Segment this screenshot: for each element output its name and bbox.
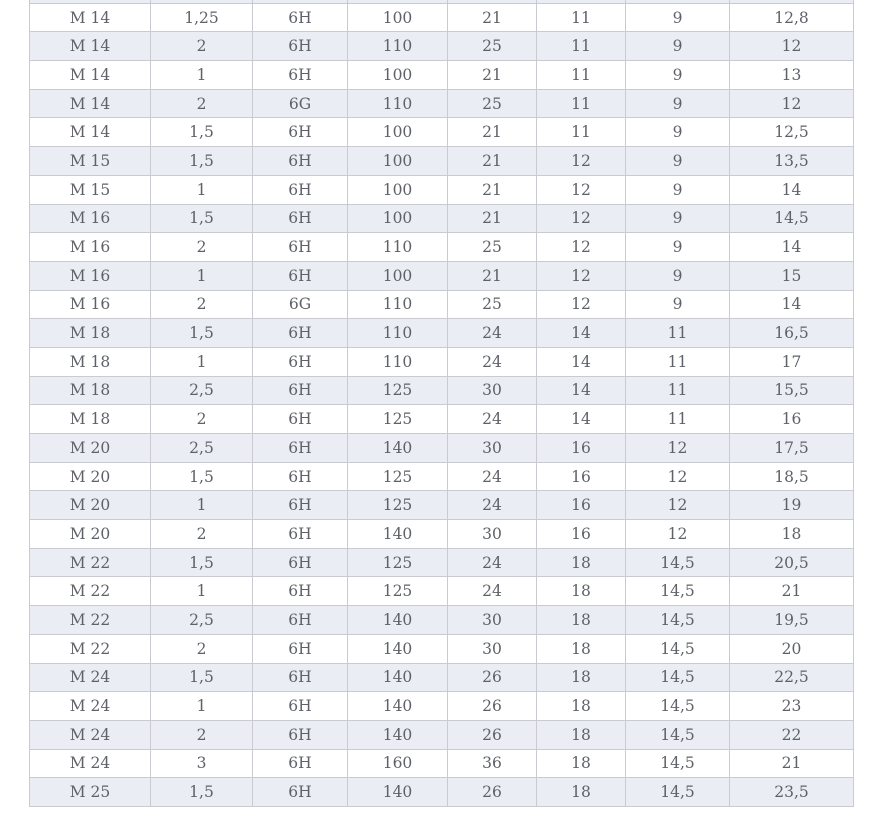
table-cell: 100: [348, 61, 448, 90]
table-cell: 17: [730, 347, 854, 376]
table-row: [30, 606, 854, 635]
table-cell: 2: [151, 405, 253, 434]
table-cell: 140: [348, 778, 448, 807]
table-cell: 24: [448, 319, 537, 348]
table-cell: 21: [448, 261, 537, 290]
table-cell: 16: [537, 520, 626, 549]
table-cell: 9: [626, 89, 730, 118]
table-cell: M 24: [30, 749, 151, 778]
table-cell: 18: [537, 778, 626, 807]
table-cell: 2: [151, 634, 253, 663]
table-cell: 110: [348, 89, 448, 118]
table-cell: M 18: [30, 376, 151, 405]
table-cell: 30: [448, 376, 537, 405]
table-cell: 20: [730, 634, 854, 663]
table-cell: 22,5: [730, 663, 854, 692]
table-cell: 110: [348, 290, 448, 319]
table-cell: 9: [626, 261, 730, 290]
table-cell: M 15: [30, 175, 151, 204]
table-cell: M 16: [30, 204, 151, 233]
table-cell: 18: [537, 692, 626, 721]
table-cell: M 24: [30, 720, 151, 749]
table-cell: 125: [348, 548, 448, 577]
table-cell: 26: [448, 663, 537, 692]
table-cell: 11: [537, 89, 626, 118]
table-cell: 1: [151, 491, 253, 520]
table-cell: 1,5: [151, 778, 253, 807]
table-cell: 6H: [253, 548, 348, 577]
table-cell: M 25: [30, 778, 151, 807]
table-cell: 12: [537, 204, 626, 233]
table-cell: 1: [151, 175, 253, 204]
table-cell: 21: [448, 61, 537, 90]
table-cell: 110: [348, 233, 448, 262]
table-cell: 9: [626, 3, 730, 32]
table-cell: M 14: [30, 3, 151, 32]
table-cell: 14,5: [626, 634, 730, 663]
table-cell: 100: [348, 204, 448, 233]
table-cell: 6G: [253, 89, 348, 118]
table-cell: M 20: [30, 520, 151, 549]
table-cell: 1: [151, 347, 253, 376]
table-cell: 1,5: [151, 204, 253, 233]
table-cell: 11: [626, 319, 730, 348]
table-cell: 14: [537, 319, 626, 348]
table-cell: 21: [448, 147, 537, 176]
table-cell: 1,5: [151, 548, 253, 577]
table-row: [30, 548, 854, 577]
table-cell: 12: [730, 89, 854, 118]
table-cell: 125: [348, 462, 448, 491]
table-cell: 24: [448, 405, 537, 434]
table-cell: 125: [348, 405, 448, 434]
table-cell: 6H: [253, 319, 348, 348]
table-cell: 23: [730, 692, 854, 721]
table-cell: 25: [448, 233, 537, 262]
table-cell: 26: [448, 692, 537, 721]
table-cell: 26: [448, 778, 537, 807]
table-cell: 9: [626, 233, 730, 262]
table-cell: 140: [348, 434, 448, 463]
table-cell: 2,5: [151, 376, 253, 405]
table-row: [30, 261, 854, 290]
table-cell: 9: [626, 147, 730, 176]
table-cell: 12,5: [730, 118, 854, 147]
table-cell: 2: [151, 32, 253, 61]
table-cell: M 22: [30, 577, 151, 606]
table-cell: 1,5: [151, 319, 253, 348]
table-row: [30, 720, 854, 749]
table-cell: 11: [626, 347, 730, 376]
table-cell: 110: [348, 319, 448, 348]
table-cell: 2,5: [151, 606, 253, 635]
table-cell: 11: [537, 32, 626, 61]
table-cell: 21: [448, 204, 537, 233]
table-cell: 100: [348, 175, 448, 204]
table-cell: 1,5: [151, 118, 253, 147]
table-cell: 24: [448, 462, 537, 491]
table-cell: 19,5: [730, 606, 854, 635]
table-cell: 160: [348, 749, 448, 778]
table-cell: 9: [626, 290, 730, 319]
table-cell: 6H: [253, 749, 348, 778]
table-row: [30, 319, 854, 348]
table-cell: 12: [626, 434, 730, 463]
table-cell: 13: [730, 61, 854, 90]
table-row: [30, 175, 854, 204]
table-cell: 6H: [253, 3, 348, 32]
table-cell: 12,8: [730, 3, 854, 32]
table-cell: 12: [537, 261, 626, 290]
table-row: [30, 3, 854, 32]
table-cell: 100: [348, 147, 448, 176]
table-cell: 6H: [253, 491, 348, 520]
table-cell: 25: [448, 290, 537, 319]
table-cell: 9: [626, 175, 730, 204]
table-cell: 6H: [253, 577, 348, 606]
table-cell: 18: [537, 548, 626, 577]
table-cell: 125: [348, 491, 448, 520]
table-cell: 16,5: [730, 319, 854, 348]
table-cell: 11: [626, 376, 730, 405]
table-cell: 14,5: [626, 606, 730, 635]
table-cell: 9: [626, 61, 730, 90]
table-cell: 100: [348, 3, 448, 32]
table-row: [30, 147, 854, 176]
table-cell: 6H: [253, 606, 348, 635]
table-cell: 11: [537, 61, 626, 90]
table-cell: 14,5: [626, 577, 730, 606]
table-cell: 6H: [253, 520, 348, 549]
thread-dimensions-table: [29, 0, 854, 807]
table-cell: 2: [151, 89, 253, 118]
table-cell: 16: [730, 405, 854, 434]
table-row: [30, 778, 854, 807]
table-cell: 23,5: [730, 778, 854, 807]
table-cell: 24: [448, 577, 537, 606]
table-cell: 6H: [253, 634, 348, 663]
table-cell: 22: [730, 720, 854, 749]
table-cell: 2: [151, 233, 253, 262]
table-cell: 12: [537, 233, 626, 262]
table-cell: 24: [448, 347, 537, 376]
table-cell: 14,5: [626, 692, 730, 721]
table-cell: 12: [626, 491, 730, 520]
table-cell: 14: [730, 175, 854, 204]
table-cell: 21: [448, 3, 537, 32]
table-cell: 9: [626, 32, 730, 61]
table-cell: 12: [626, 520, 730, 549]
table-cell: M 18: [30, 347, 151, 376]
table-cell: 6H: [253, 663, 348, 692]
table-cell: 21: [730, 749, 854, 778]
table-cell: 6H: [253, 233, 348, 262]
table-cell: 2: [151, 720, 253, 749]
table-cell: 6H: [253, 61, 348, 90]
table-cell: 6H: [253, 692, 348, 721]
table-cell: 24: [448, 491, 537, 520]
table-cell: 1: [151, 261, 253, 290]
table-row: [30, 89, 854, 118]
table-cell: 16: [537, 462, 626, 491]
table-cell: 6H: [253, 147, 348, 176]
table-cell: 14: [730, 290, 854, 319]
table-row: [30, 347, 854, 376]
table-cell: 100: [348, 118, 448, 147]
table-cell: 6H: [253, 261, 348, 290]
table-row: [30, 434, 854, 463]
table-cell: 6H: [253, 462, 348, 491]
table-cell: 25: [448, 89, 537, 118]
table-cell: 18: [537, 634, 626, 663]
table-cell: 26: [448, 720, 537, 749]
table-cell: M 18: [30, 319, 151, 348]
table-cell: 14: [537, 347, 626, 376]
table-cell: 3: [151, 749, 253, 778]
table-cell: 14,5: [626, 778, 730, 807]
table-cell: 140: [348, 606, 448, 635]
table-cell: 6H: [253, 778, 348, 807]
table-cell: 11: [626, 405, 730, 434]
table-cell: 25: [448, 32, 537, 61]
table-cell: 14: [537, 405, 626, 434]
table-cell: M 22: [30, 606, 151, 635]
table-cell: 14,5: [626, 663, 730, 692]
table-cell: M 22: [30, 548, 151, 577]
table-row: [30, 634, 854, 663]
table-row: [30, 577, 854, 606]
table-cell: M 16: [30, 290, 151, 319]
table-cell: 21: [730, 577, 854, 606]
table-cell: M 14: [30, 89, 151, 118]
table-cell: 18: [537, 577, 626, 606]
table-cell: 30: [448, 606, 537, 635]
table-cell: 140: [348, 720, 448, 749]
table-cell: 13,5: [730, 147, 854, 176]
table-cell: M 20: [30, 434, 151, 463]
table-cell: 140: [348, 663, 448, 692]
table-cell: 30: [448, 634, 537, 663]
table-cell: 6H: [253, 347, 348, 376]
table-cell: 6H: [253, 204, 348, 233]
table-cell: 20,5: [730, 548, 854, 577]
table-cell: M 15: [30, 147, 151, 176]
table-cell: 12: [537, 147, 626, 176]
table-cell: 17,5: [730, 434, 854, 463]
table-cell: 18: [537, 720, 626, 749]
table-cell: 9: [626, 204, 730, 233]
table-cell: 6H: [253, 405, 348, 434]
table-cell: 125: [348, 376, 448, 405]
table-cell: 30: [448, 434, 537, 463]
table-cell: 14,5: [626, 720, 730, 749]
table-row: [30, 692, 854, 721]
table-cell: 6H: [253, 175, 348, 204]
table-cell: 6H: [253, 434, 348, 463]
table-cell: 140: [348, 634, 448, 663]
table-cell: 1,5: [151, 147, 253, 176]
table-row: [30, 118, 854, 147]
table-cell: 18,5: [730, 462, 854, 491]
table-cell: M 14: [30, 61, 151, 90]
table-cell: 14,5: [626, 749, 730, 778]
table-cell: 14: [730, 233, 854, 262]
table-cell: 1,5: [151, 663, 253, 692]
table-cell: 110: [348, 32, 448, 61]
table-cell: 18: [730, 520, 854, 549]
table-cell: 12: [730, 32, 854, 61]
table-cell: 11: [537, 118, 626, 147]
table-cell: 1: [151, 577, 253, 606]
table-row: [30, 462, 854, 491]
table-cell: 12: [626, 462, 730, 491]
table-cell: 2,5: [151, 434, 253, 463]
table-cell: 6G: [253, 290, 348, 319]
table-row: [30, 405, 854, 434]
table-cell: 110: [348, 347, 448, 376]
table-cell: 16: [537, 434, 626, 463]
table-cell: 6H: [253, 376, 348, 405]
table-row: [30, 520, 854, 549]
table-cell: 12: [537, 290, 626, 319]
table-cell: 14,5: [730, 204, 854, 233]
table-cell: M 14: [30, 118, 151, 147]
table-cell: 1: [151, 61, 253, 90]
table-row: [30, 32, 854, 61]
table-cell: 19: [730, 491, 854, 520]
table-cell: 140: [348, 692, 448, 721]
table-cell: 15,5: [730, 376, 854, 405]
table-cell: 16: [537, 491, 626, 520]
table-cell: 6H: [253, 118, 348, 147]
table-cell: 36: [448, 749, 537, 778]
table-cell: 6H: [253, 32, 348, 61]
table-row: [30, 491, 854, 520]
table-cell: 14: [537, 376, 626, 405]
table-cell: M 16: [30, 233, 151, 262]
table-row: [30, 663, 854, 692]
table-cell: M 20: [30, 462, 151, 491]
table-cell: 21: [448, 118, 537, 147]
table-cell: 2: [151, 520, 253, 549]
table-cell: M 24: [30, 663, 151, 692]
table-cell: 18: [537, 606, 626, 635]
table-cell: 15: [730, 261, 854, 290]
table-row: [30, 290, 854, 319]
table-cell: 125: [348, 577, 448, 606]
table-cell: 18: [537, 749, 626, 778]
table-cell: 1,5: [151, 462, 253, 491]
table-row: [30, 749, 854, 778]
table-row: [30, 61, 854, 90]
table-cell: 24: [448, 548, 537, 577]
table-cell: 30: [448, 520, 537, 549]
table-cell: M 16: [30, 261, 151, 290]
table-cell: M 20: [30, 491, 151, 520]
table-cell: 21: [448, 175, 537, 204]
table-cell: 1: [151, 692, 253, 721]
table-cell: 14,5: [626, 548, 730, 577]
table-cell: M 18: [30, 405, 151, 434]
table-cell: 12: [537, 175, 626, 204]
table-cell: 6H: [253, 720, 348, 749]
table-cell: 2: [151, 290, 253, 319]
table-cell: 1,25: [151, 3, 253, 32]
table-cell: 9: [626, 118, 730, 147]
table-cell: 18: [537, 663, 626, 692]
table-row: [30, 204, 854, 233]
table-cell: 140: [348, 520, 448, 549]
table-cell: M 14: [30, 32, 151, 61]
table-row: [30, 233, 854, 262]
table-cell: 100: [348, 261, 448, 290]
table-cell: M 24: [30, 692, 151, 721]
table-cell: 11: [537, 3, 626, 32]
table-row: [30, 376, 854, 405]
table-cell: M 22: [30, 634, 151, 663]
